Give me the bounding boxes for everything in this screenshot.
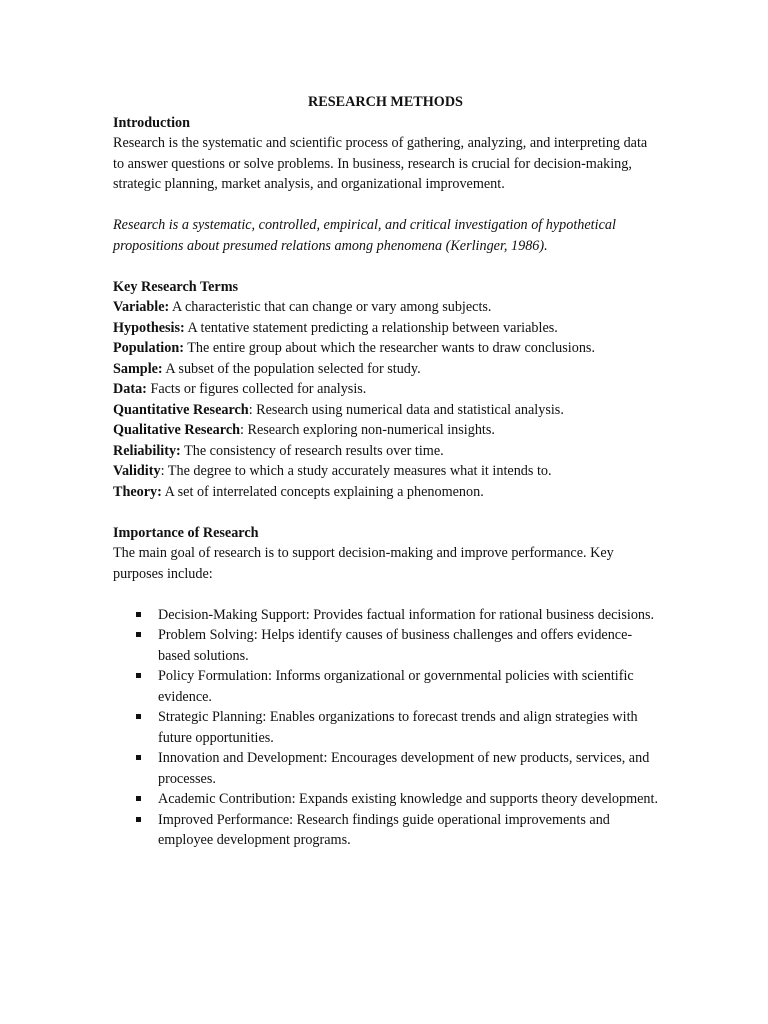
list-item-text: Strategic Planning: Enables organizations to forecast trends and align strategies with future opportunities. [158, 709, 638, 746]
term-name: Data: [113, 381, 147, 397]
square-bullet-icon [136, 612, 141, 617]
term-name: Population: [113, 340, 184, 356]
spacer [113, 502, 658, 523]
term-item-data [113, 379, 658, 400]
list-item-text: Problem Solving: Helps identify causes of business challenges and offers evidence-based solutions. [158, 627, 633, 664]
term-item-quantitative-research [113, 400, 658, 421]
list-item-text: Academic Contribution: Expands existing knowledge and supports theory development. [158, 791, 659, 807]
term-item-population [113, 338, 658, 359]
term-definition: : The degree to which a study accurately measures what it intends to. [160, 463, 552, 479]
term-name: Theory: [113, 483, 162, 500]
spacer [113, 584, 658, 605]
square-bullet-icon [136, 796, 141, 801]
document-title: RESEARCH METHODS [308, 94, 463, 110]
list-item-text: Decision-Making Support: Provides factual information for rational business decisions. [158, 606, 655, 623]
term-name: Validity [113, 463, 161, 479]
list-item [113, 707, 658, 748]
term-name: Hypothesis: [113, 319, 185, 336]
term-name: Reliability: [113, 442, 181, 459]
term-item-sample [113, 359, 658, 380]
term-item-variable [113, 297, 658, 318]
square-bullet-icon [136, 755, 141, 760]
square-bullet-icon [136, 673, 141, 678]
term-definition: : Research exploring non-numerical insights. [240, 422, 495, 438]
importance-heading: Importance of Research [113, 524, 259, 541]
list-item-text: Improved Performance: Research findings guide operational improvements and employee development programs. [158, 811, 610, 848]
spacer [113, 256, 658, 277]
term-definition: The entire group about which the researcher wants to draw conclusions. [183, 340, 595, 356]
term-definition: Facts or figures collected for analysis. [146, 381, 367, 397]
importance-paragraph: The main goal of research is to support decision-making and improve performance. Key purposes include: [113, 545, 614, 582]
introduction-heading: Introduction [113, 114, 190, 131]
term-item-qualitative-research [113, 420, 658, 441]
term-definition: A subset of the population selected for study. [162, 360, 421, 377]
list-item [113, 666, 658, 707]
term-item-theory [113, 482, 658, 503]
term-definition: The consistency of research results over time. [180, 442, 444, 459]
square-bullet-icon [136, 714, 141, 719]
spacer [113, 195, 658, 216]
term-name: Variable: [113, 299, 170, 315]
purposes-list [113, 605, 658, 851]
square-bullet-icon [136, 817, 141, 822]
term-name: Qualitative Research [113, 422, 241, 438]
term-definition: A tentative statement predicting a relationship between variables. [184, 319, 558, 336]
term-name: Sample: [113, 360, 163, 377]
term-item-reliability [113, 441, 658, 462]
list-item [113, 748, 658, 789]
term-definition: : Research using numerical data and statistical analysis. [248, 401, 564, 418]
list-item [113, 789, 658, 810]
document-content [113, 92, 658, 851]
list-item [113, 625, 658, 666]
key-terms-heading: Key Research Terms [113, 278, 239, 295]
term-definition: A set of interrelated concepts explaining a phenomenon. [161, 483, 484, 500]
introduction-paragraph: Research is the systematic and scientific process of gathering, analyzing, and interpreting data to answer questions or solve problems. In business, research is crucial for decision-making, strategic planning, market analysis, and organizational improvement. [113, 135, 648, 192]
list-item [113, 810, 658, 851]
kerlinger-quote: Research is a systematic, controlled, empirical, and critical investigation of hypothetical propositions about presumed relations among phenomena (Kerlinger, 1986). [113, 217, 616, 254]
square-bullet-icon [136, 632, 141, 637]
list-item-text: Policy Formulation: Informs organizational or governmental policies with scientific evidence. [158, 668, 634, 705]
key-terms-list [113, 297, 658, 502]
list-item-text: Innovation and Development: Encourages development of new products, services, and processes. [158, 750, 650, 787]
term-item-hypothesis [113, 318, 658, 339]
list-item [113, 605, 658, 626]
term-definition: A characteristic that can change or vary among subjects. [169, 299, 492, 315]
term-name: Quantitative Research [113, 401, 249, 418]
term-item-validity [113, 461, 658, 482]
